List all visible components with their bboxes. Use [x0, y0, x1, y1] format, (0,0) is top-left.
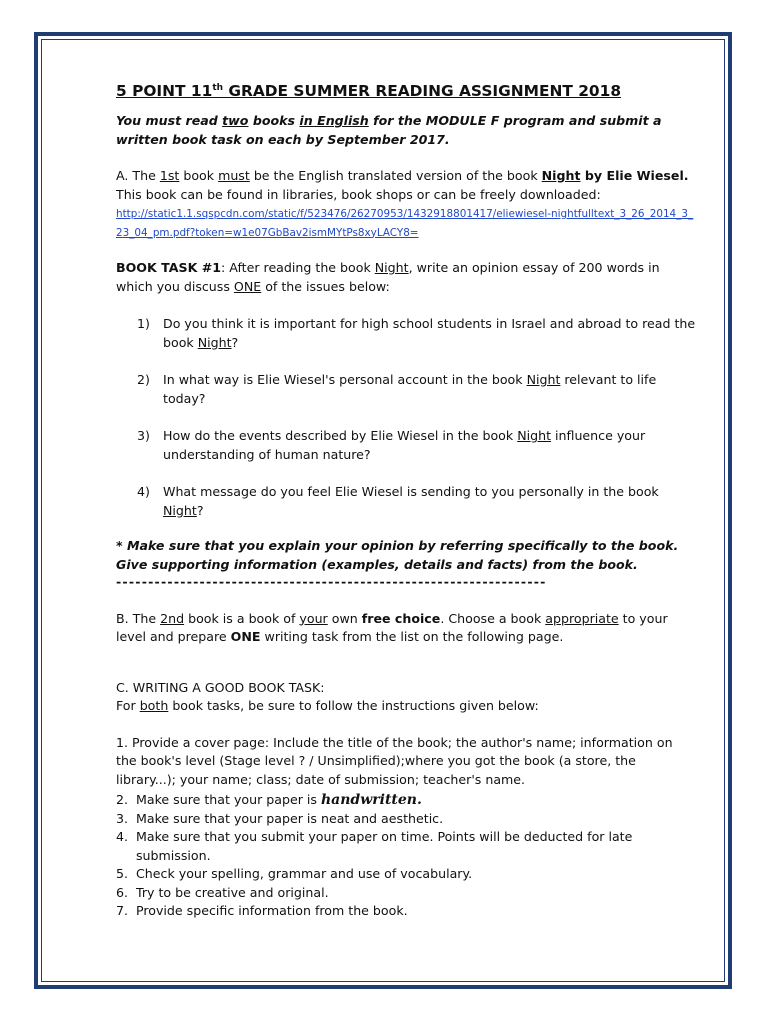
- section-c-heading: C. WRITING A GOOD BOOK TASK:: [116, 679, 325, 695]
- question-list: [116, 315, 696, 520]
- book-task-1-paragraph: BOOK TASK #1: After reading the book Night, write an opinion essay of 200 words in which you discuss ONE of the issues below:: [116, 260, 660, 294]
- handwritten-word: handwritten.: [320, 792, 422, 808]
- title-superscript: th: [212, 82, 224, 93]
- document-body: [116, 80, 696, 921]
- list-item: 7. Provide specific information from the book.: [116, 903, 408, 918]
- intro-paragraph: You must read two books in English for the MODULE F program and submit a written book task on each by September 2017.: [116, 113, 662, 147]
- list-item: 3) How do the events described by Elie Wiesel in the book Night influence your understanding of human nature?: [137, 428, 646, 462]
- title-text: 5 POINT 11: [116, 82, 213, 100]
- list-item: 2. Make sure that your paper is handwritten.: [116, 792, 422, 808]
- book-task-1-label: BOOK TASK #1: [116, 260, 222, 275]
- list-item: 4. Make sure that you submit your paper on time. Points will be deducted for late submission.: [116, 829, 633, 863]
- list-item: 1) Do you think it is important for high school students in Israel and abroad to read the book Night?: [137, 316, 696, 350]
- section-a-paragraph: A. The 1st book must be the English translated version of the book Night by Elie Wiesel. This book can be found in libraries, book shops or can be freely downloaded:: [116, 168, 689, 202]
- list-item: 4) What message do you feel Elie Wiesel is sending to you personally in the book Night?: [137, 484, 659, 518]
- section-b-paragraph: B. The 2nd book is a book of your own free choice. Choose a book appropriate to your level and prepare ONE writing task from the list on the following page.: [116, 610, 668, 644]
- download-link-row: [116, 204, 696, 241]
- note-paragraph: * Make sure that you explain your opinion by referring specifically to the book. Give supporting information (examples, details and facts) from the book.: [116, 538, 679, 572]
- list-item: 6. Try to be creative and original.: [116, 884, 329, 900]
- list-item: 2) In what way is Elie Wiesel's personal account in the book Night relevant to life today?: [137, 372, 657, 406]
- download-link[interactable]: http://static1.1.sqspcdn.com/static/f/523476/26270953/1432918801417/eliewiesel-nightfulltext_3_26_2014_3_23_04_pm.pdf?token=w1e07GbBav2ismMYtPs8xyLACY8=: [116, 208, 694, 239]
- dashed-divider: -------------------------------------------------------------------: [116, 574, 547, 589]
- title-text-rest: GRADE SUMMER READING ASSIGNMENT 2018: [223, 82, 622, 100]
- list-item: 5. Check your spelling, grammar and use of vocabulary.: [116, 866, 473, 881]
- cover-page-instruction: 1. Provide a cover page: Include the title of the book; the author's name; information on the book's level (Stage level ? / Unsimplified);where you got the book (a store, the library...); your name; class; date of submission; teacher's name.: [116, 734, 673, 787]
- section-c-intro: For both book tasks, be sure to follow the instructions given below:: [116, 698, 539, 713]
- page-title: [116, 80, 696, 102]
- list-item: 3. Make sure that your paper is neat and aesthetic.: [116, 810, 444, 826]
- instruction-list: [116, 791, 696, 921]
